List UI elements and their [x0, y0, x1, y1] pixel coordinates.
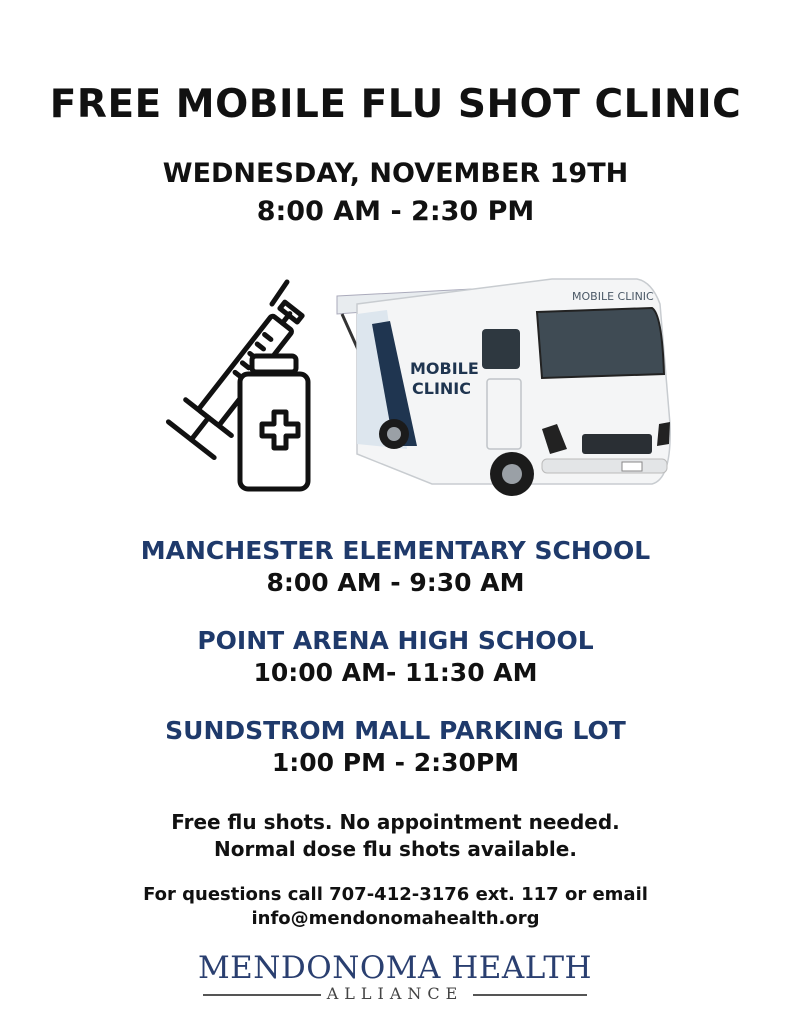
logo-sub-text: ALLIANCE: [326, 984, 464, 1003]
vehicle-side-label-2: CLINIC: [412, 379, 471, 398]
location-3-time: 1:00 PM - 2:30PM: [271, 748, 520, 777]
logo-rule-right: [473, 994, 587, 996]
vehicle-roof-label: MOBILE CLINIC: [572, 290, 654, 303]
logo-sub-row: [195, 984, 595, 1004]
location-2-name: POINT ARENA HIGH SCHOOL: [197, 626, 594, 655]
contact-phone: For questions call 707-412-3176 ext. 117 or email: [143, 884, 648, 905]
note-normal-dose: Normal dose flu shots available.: [214, 837, 577, 861]
note-free-shots: Free flu shots. No appointment needed.: [171, 810, 620, 834]
contact-email: info@mendonomahealth.org: [251, 908, 540, 929]
event-hours: 8:00 AM - 2:30 PM: [256, 196, 535, 227]
logo-main-text: MENDONOMA HEALTH: [197, 950, 593, 986]
event-date: WEDNESDAY, NOVEMBER 19TH: [162, 158, 629, 189]
flyer-illustration: [132, 274, 677, 510]
vehicle-side-label-1: MOBILE: [410, 359, 479, 378]
location-2-time: 10:00 AM- 11:30 AM: [253, 658, 538, 687]
location-1-time: 8:00 AM - 9:30 AM: [266, 568, 525, 597]
location-3-name: SUNDSTROM MALL PARKING LOT: [165, 716, 626, 745]
vial-icon: [240, 356, 308, 489]
flyer-title: FREE MOBILE FLU SHOT CLINIC: [49, 82, 742, 127]
location-1-name: MANCHESTER ELEMENTARY SCHOOL: [140, 536, 651, 565]
illustration-svg: [132, 274, 677, 510]
mobile-clinic-vehicle: [337, 279, 670, 496]
mendonoma-health-logo: [195, 950, 595, 1010]
